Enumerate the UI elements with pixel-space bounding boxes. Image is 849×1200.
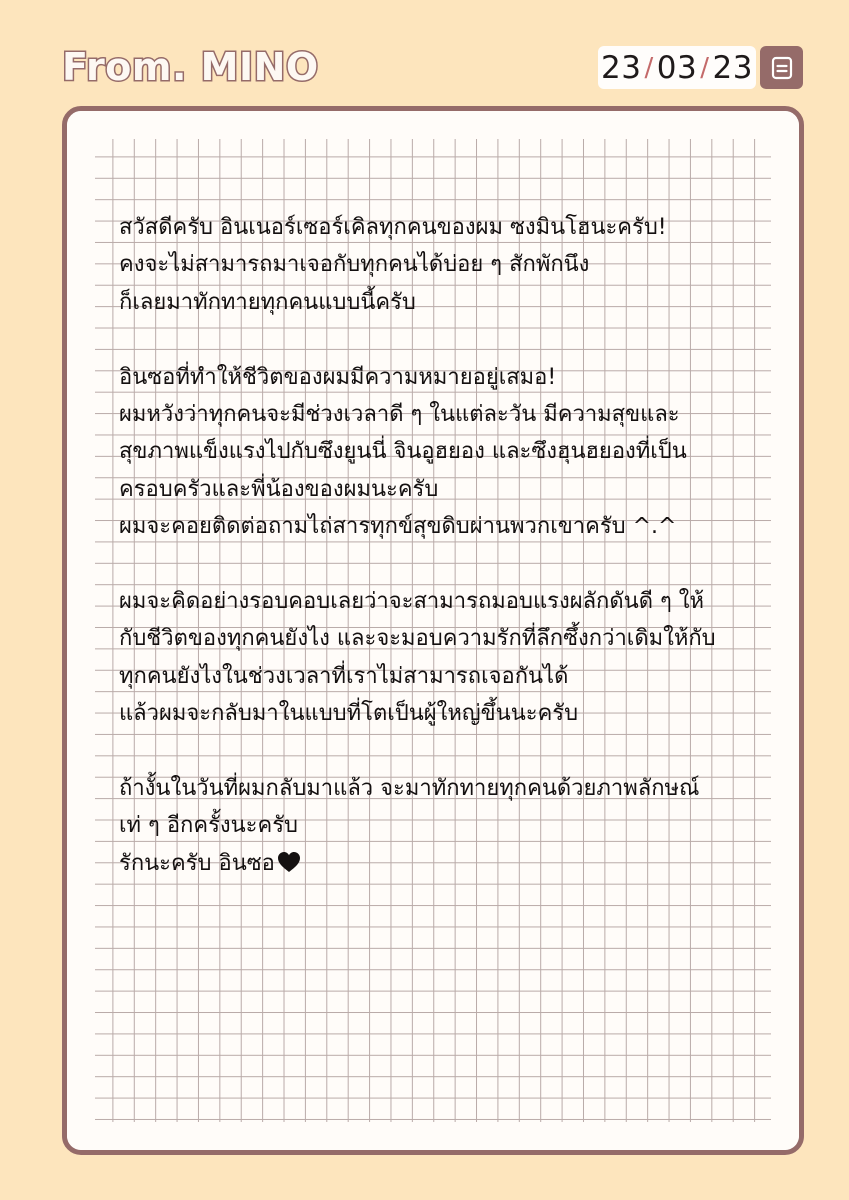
letter-line: อินซอที่ทำให้ชีวิตของผมมีความหมายอยู่เสมอ! [119, 364, 557, 390]
paragraph-gap [119, 321, 799, 358]
letter-paper [62, 106, 804, 1155]
letter-line: ก็เลยมาทักทายทุกคนแบบนี้ครับ [119, 289, 416, 315]
letter-line: เท่ ๆ อีกครั้งนะครับ [119, 813, 298, 839]
date-month: 03 [656, 49, 698, 86]
date-separator: / [644, 52, 654, 83]
letter-line: ผมจะคิดอย่างรอบคอบเลยว่าจะสามารถมอบแรงผลักดันดี ๆ ให้ [119, 588, 705, 614]
memo-button[interactable] [760, 46, 803, 89]
letter-title: From. MINO [62, 45, 319, 89]
letter-paragraph [119, 359, 799, 546]
letter-line: สุขภาพแข็งแรงไปกับซึงยูนนี่ จินอูฮยอง และซึงฮุนฮยองที่เป็น [119, 439, 687, 465]
letter-line: ผมจะคอยติดต่อถามไถ่สารทุกข์สุขดิบผ่านพวกเขาครับ ^.^ [119, 514, 677, 540]
date-year: 23 [712, 49, 753, 86]
memo-icon [771, 56, 793, 80]
date-separator: / [700, 52, 710, 83]
letter-line: คงจะไม่สามารถมาเจอกับทุกคนได้บ่อย ๆ สักพักนึง [119, 252, 590, 278]
letter-signoff-line [119, 845, 799, 882]
letter-line: ถ้างั้นในวันที่ผมกลับมาแล้ว จะมาทักทายทุกคนด้วยภาพลักษณ์ [119, 775, 700, 801]
heart-icon [277, 851, 301, 873]
paragraph-gap [119, 546, 799, 583]
letter-paragraph [119, 583, 799, 733]
date-display [598, 46, 756, 89]
letter-line: ครอบครัวและพี่น้องของผมนะครับ [119, 476, 439, 502]
letter-line: กับชีวิตของทุกคนยังไง และจะมอบความรักที่ลึกซึ้งกว่าเดิมให้กับ [119, 626, 716, 652]
letter-line: แล้วผมจะกลับมาในแบบที่โตเป็นผู้ใหญ่ขึ้นนะครับ [119, 701, 579, 727]
letter-signoff: รักนะครับ อินซอ [119, 850, 275, 876]
letter-paragraph [119, 770, 799, 882]
paragraph-gap [119, 732, 799, 769]
letter-line: สวัสดีครับ อินเนอร์เซอร์เคิลทุกคนของผม ซงมินโฮนะครับ! [119, 215, 667, 240]
letter-line: ผมหวังว่าทุกคนจะมีช่วงเวลาดี ๆ ในแต่ละวัน มีความสุขและ [119, 401, 680, 427]
letter-paragraph [119, 209, 799, 321]
letter-body [119, 209, 799, 882]
letter-line: ทุกคนยังไงในช่วงเวลาที่เราไม่สามารถเจอกันได้ [119, 663, 569, 689]
date-day: 23 [601, 49, 642, 86]
